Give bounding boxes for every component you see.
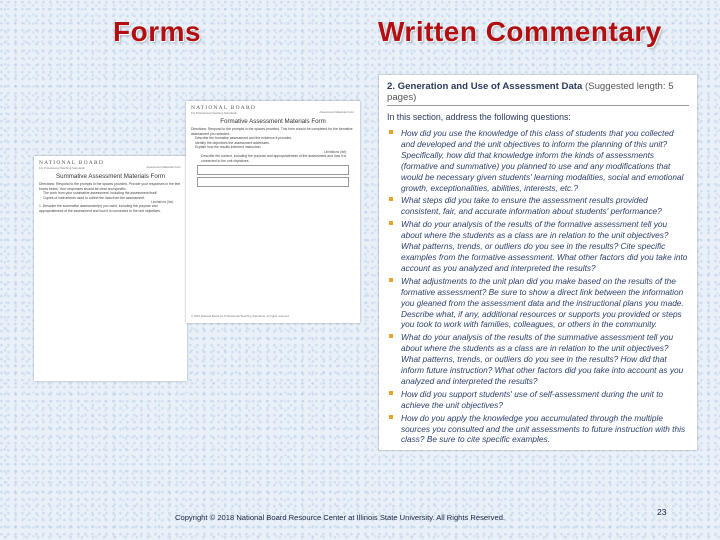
form-limitations-label: Limitations (list): (150, 200, 174, 205)
bullet-icon (389, 221, 393, 225)
form-directions: Directions: Respond to the prompts in the spaces provided. This form should be completed for the formative assessment you selected. (191, 127, 353, 136)
form-bullet: Identify the objectives the assessment addresses. (195, 140, 270, 145)
question-text: How do you apply the knowledge you accumulated through the multiple sources you consulted and the unit assessments to future instruction with this class? Be sure to cite specific examples. (401, 412, 686, 445)
form-question: Describe the context, including the purpose and appropriateness of the assessment and how it is connected to the unit objectives. (201, 153, 347, 163)
form-meta: For Professional Teaching Standards (39, 166, 85, 170)
question-item (387, 276, 689, 331)
form-meta-right: Assessment Materials Form (319, 110, 354, 114)
form-bullet: Copies of instruments used to collect the data from the assessment. (43, 195, 145, 200)
formative-form-page (186, 101, 360, 323)
panel-suggested-length: (Suggested length: 5 pages) (387, 81, 674, 103)
bullet-icon (389, 334, 393, 338)
form-bullet: The work from your summative assessment, including the assessment itself. (43, 191, 158, 196)
bullet-icon (389, 278, 393, 282)
form-bullet: Describe the formative assessment and the evidence it provides. (195, 136, 293, 141)
question-text: What steps did you take to ensure the assessment results provided consistent, fair, and accurate information about students' performance? (401, 195, 662, 217)
forms-title: Forms (113, 16, 202, 47)
form-meta: For Professional Teaching Standards (191, 111, 237, 115)
summative-form-page (34, 156, 187, 381)
form-logo: NATIONAL BOARD (39, 160, 105, 166)
question-text: What do your analysis of the results of the summative assessment tell you about where the students as a class are in relation to the unit objectives? What patterns, trends, or outliers do you see in the results? How did that inform future instruction? What other factors did you take into account as you analyzed and interpreted the results? (401, 332, 684, 386)
response-box (197, 177, 349, 187)
form-title: Formative Assessment Materials Form (220, 118, 326, 125)
form-limitations-label: Limitations (list): (323, 149, 347, 154)
bullet-icon (389, 391, 393, 395)
question-text: What do your analysis of the results of the formative assessment tell you about where the students as a class are in relation to the unit objectives? What patterns, trends, or outliers do you see in the results? Cite specific examples from the formative assessment. What other factors did you take into account as you analyzed and interpreted the results? (401, 219, 688, 273)
form-meta-right: Assessment Materials Form (146, 165, 181, 169)
form-footer: © 2015 National Board for Professional Teaching Standards. All rights reserved. (191, 314, 290, 318)
question-item (387, 332, 689, 387)
bullet-icon (389, 130, 393, 134)
copyright-text: Copyright © 2018 National Board Resource Center at Illinois State University. All Rights Reserved. (175, 513, 506, 522)
response-box (197, 165, 349, 175)
question-item (387, 413, 689, 446)
question-item (387, 195, 689, 217)
panel-heading (387, 81, 689, 106)
bullet-icon (389, 197, 393, 201)
form-logo: NATIONAL BOARD (191, 105, 257, 111)
question-item (387, 219, 689, 274)
form-bullet: Explain how the results informed instruction. (195, 145, 262, 150)
question-item (387, 128, 689, 193)
panel-heading-title: 2. Generation and Use of Assessment Data (387, 81, 583, 92)
panel-intro: In this section, address the following questions: (387, 112, 571, 122)
question-text: How did you support students' use of self-assessment during the unit to achieve the unit objectives? (401, 388, 664, 410)
form-question: 1. Describe the summative assessment(s) you used, including the purpose and appropriateness of the assessment and how it is connected to the unit objectives. (39, 204, 161, 213)
page-number: 23 (657, 507, 667, 517)
bullet-icon (389, 415, 393, 419)
form-title: Summative Assessment Materials Form (56, 173, 165, 180)
form-directions: Directions: Respond to the prompts in the spaces provided. Provide your responses in the text boxes below. Your responses should be clear and specific. (39, 182, 181, 191)
question-text: What adjustments to the unit plan did you make based on the results of the formative assessment? Be sure to show a direct link between the information you gleaned from the assessment data and the instructional plans you made. Describe what, if any, additional resources or supports you provided or steps you took to work with families, colleagues, or others in the community. (401, 275, 684, 330)
question-item (387, 389, 689, 411)
question-text: How did you use the knowledge of this class of students that you collected and developed and the unit objectives to inform the planning of this unit? Specifically, how did that knowledge inform the kinds of assessments (formative and summative) you planned to use and any modifications that would be necessary given students' learning modalities, social and emotional growth, exceptionalities, abilities, interests, etc.? (401, 128, 684, 193)
written-commentary-title: Written Commentary (378, 16, 662, 47)
commentary-panel (379, 75, 697, 450)
